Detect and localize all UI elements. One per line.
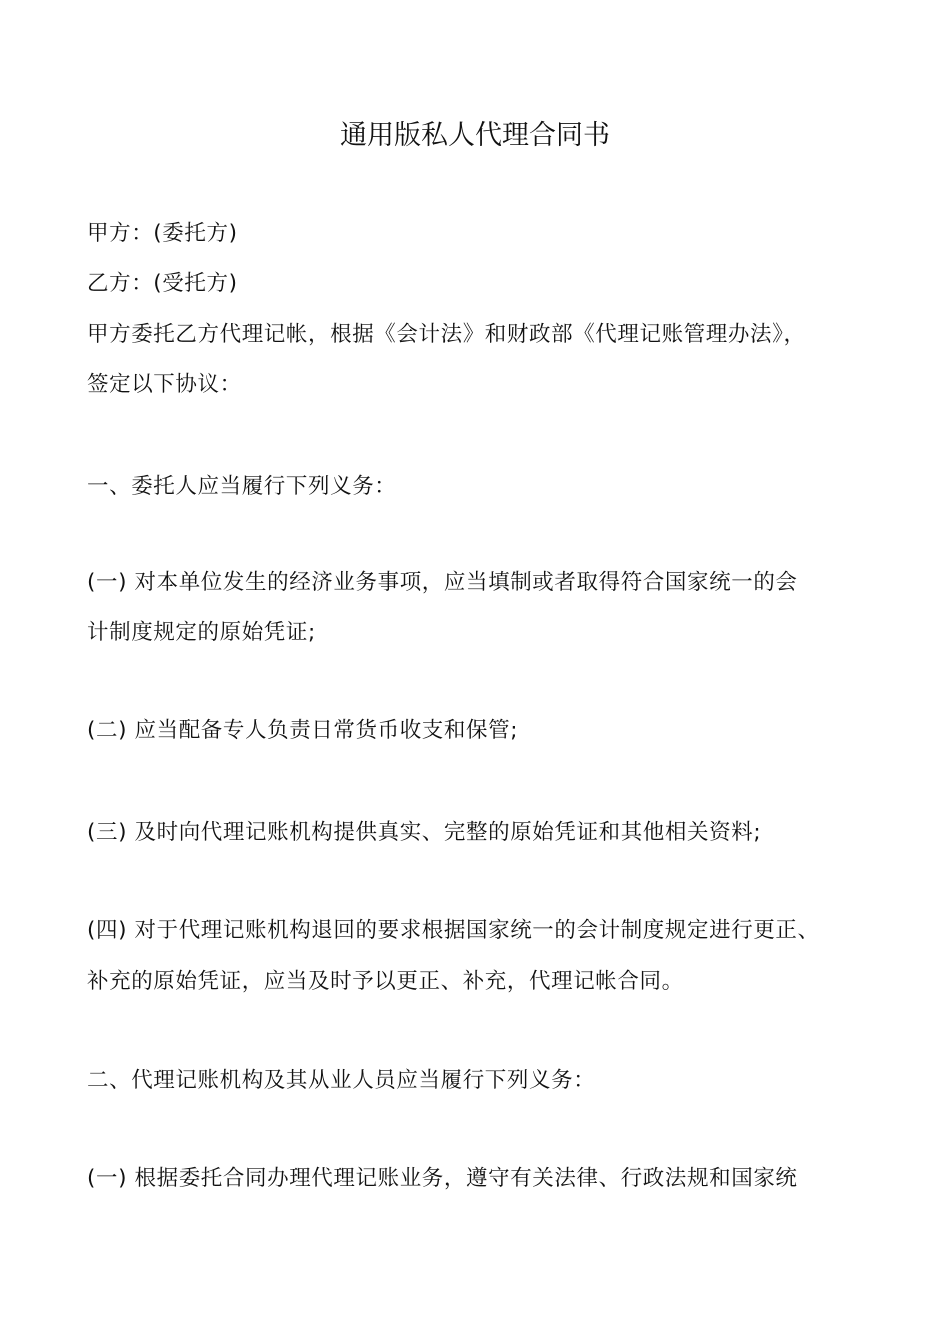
section-2-heading: 二、代理记账机构及其从业人员应当履行下列义务： [87, 1068, 596, 1093]
party-a-line: 甲方：(委托方) [87, 221, 238, 246]
clause-1-3: (三) 及时向代理记账机构提供真实、完整的原始凭证和其他相关资料; [87, 820, 762, 845]
clause-1-4-line-1: (四) 对于代理记账机构退回的要求根据国家统一的会计制度规定进行更正、 [87, 918, 820, 943]
document-title: 通用版私人代理合同书 [340, 120, 610, 151]
section-1-heading: 一、委托人应当履行下列义务： [87, 474, 397, 499]
intro-line-2: 签定以下协议： [87, 372, 242, 397]
clause-1-2: (二) 应当配备专人负责日常货币收支和保管; [87, 718, 519, 743]
party-b-line: 乙方：(受托方) [87, 271, 238, 296]
clause-2-1-line-1: (一) 根据委托合同办理代理记账业务，遵守有关法律、行政法规和国家统 [87, 1166, 798, 1191]
clause-1-4-line-2: 补充的原始凭证，应当及时予以更正、补充，代理记帐合同。 [87, 969, 684, 994]
intro-line-1: 甲方委托乙方代理记帐，根据《会计法》和财政部《代理记账管理办法》， [87, 322, 806, 347]
clause-1-1-line-1: (一) 对本单位发生的经济业务事项，应当填制或者取得符合国家统一的会 [87, 570, 798, 595]
clause-1-1-line-2: 计制度规定的原始凭证; [87, 620, 316, 645]
